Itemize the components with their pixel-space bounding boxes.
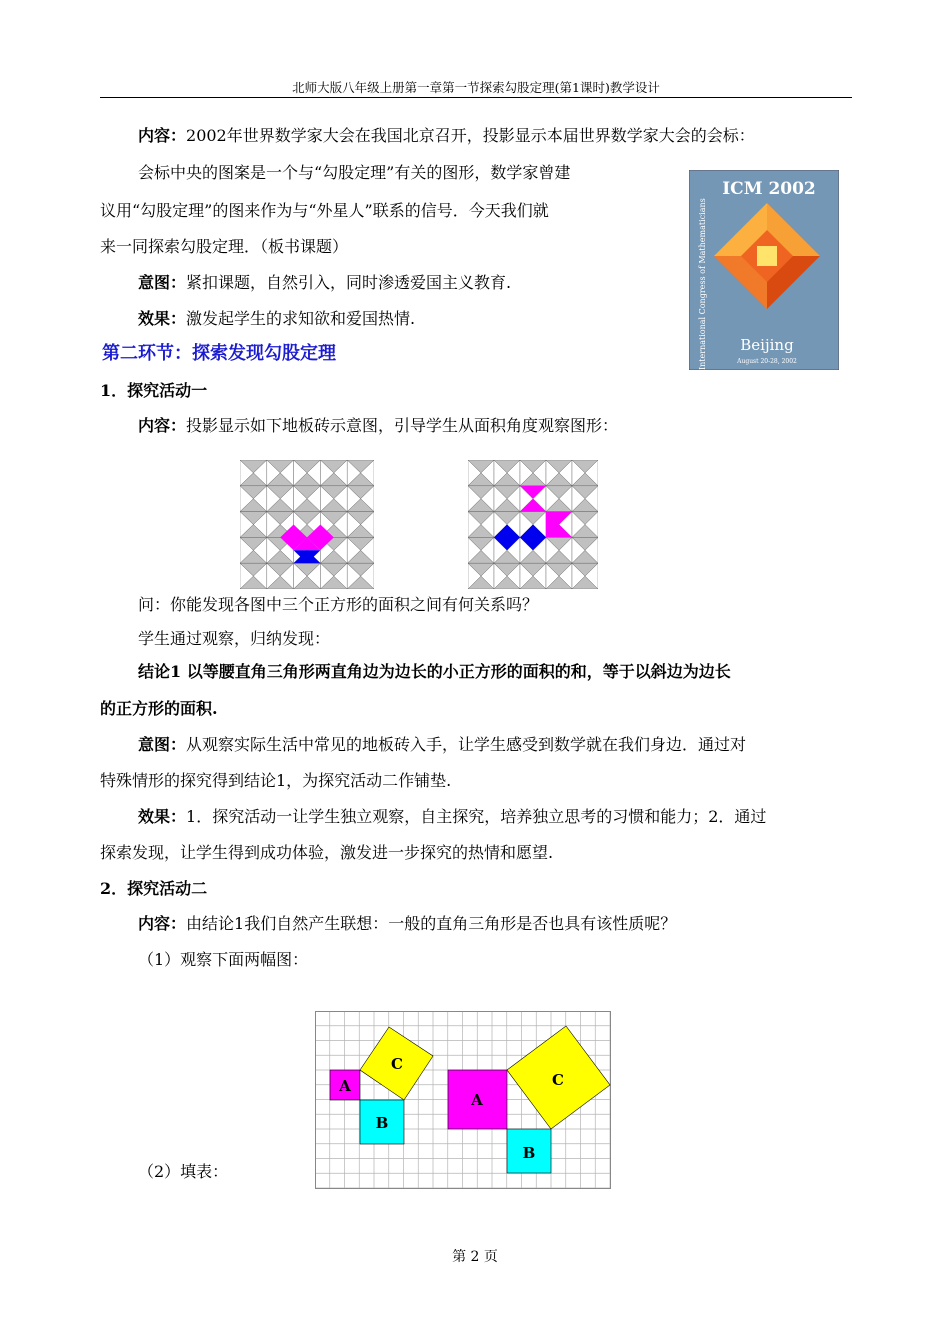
activity1-heading: 1．探究活动一 [100,381,208,400]
activity1-content-line: 内容：投影显示如下地板砖示意图，引导学生从面积角度观察图形： [138,416,619,435]
content-label: 内容： [138,126,187,145]
label-a1: A [339,1077,351,1095]
activity1-intent-line1: 意图：从观察实际生活中常见的地板砖入手，让学生感受到数学就在我们身边．通过对 [138,735,747,754]
activity1-effect-line1: 效果：1．探究活动一让学生独立观察，自主探究，培养独立思考的习惯和能力；2．通过 [138,807,767,826]
intro-effect-line: 效果：激发起学生的求知欲和爱国热情. [138,309,416,328]
activity2-content-line: 内容：由结论1我们自然产生联想：一般的直角三角形是否也具有该性质呢？ [138,914,677,933]
logo-title: ICM 2002 [722,179,816,199]
intro-intent-line: 意图：紧扣课题，自然引入，同时渗透爱国主义教育. [138,273,512,292]
label-a2: A [471,1091,483,1109]
logo-city: Beijing [740,336,794,354]
label-c1: C [391,1055,403,1073]
activity2-step2: （2）填表： [138,1162,229,1181]
section-title: 第二环节：探索发现勾股定理 [102,343,336,364]
activity1-question: 问：你能发现各图中三个正方形的面积之间有何关系吗？ [138,595,539,614]
label-c2: C [552,1071,564,1089]
intro-para-line2: 议用“勾股定理”的图来作为与“外星人”联系的信号．今天我们就 [100,201,549,220]
conclusion-line1: 结论1 以等腰直角三角形两直角边为边长的小正方形的面积的和，等于以斜边为边长 [138,662,731,681]
intro-content-line: 内容：2002年世界数学家大会在我国北京召开，投影显示本届世界数学家大会的会标： [138,126,755,145]
page-header: 北师大版八年级上册第一章第一节探索勾股定理(第1课时)教学设计 [100,78,852,98]
activity1-effect-line2: 探索发现，让学生得到成功体验，激发进一步探究的热情和愿望. [100,843,554,862]
activity1-intent-line2: 特殊情形的探究得到结论1，为探究活动二作铺垫. [100,771,452,790]
activity2-step1: （1）观察下面两幅图： [138,950,309,969]
activity2-heading: 2．探究活动二 [100,879,208,898]
floor-tile-figure-2 [468,460,598,589]
activity1-observe: 学生通过观察，归纳发现： [138,629,331,648]
conclusion-line2: 的正方形的面积. [100,699,218,718]
floor-tile-figure-1 [240,460,374,589]
pythagoras-grid-figure [315,1011,611,1189]
page-number: 第 2 页 [452,1249,498,1265]
label-b2: B [522,1144,536,1162]
icm-2002-logo-image [689,170,839,370]
logo-side-text: International Congress of Mathematicians [698,198,707,370]
intro-para-line1: 会标中央的图案是一个与“勾股定理”有关的图形，数学家曾建 [138,163,571,182]
logo-date: August 20-28, 2002 [737,358,797,365]
label-b1: B [375,1114,389,1132]
intro-para-line3: 来一同探索勾股定理．（板书课题） [100,237,349,256]
